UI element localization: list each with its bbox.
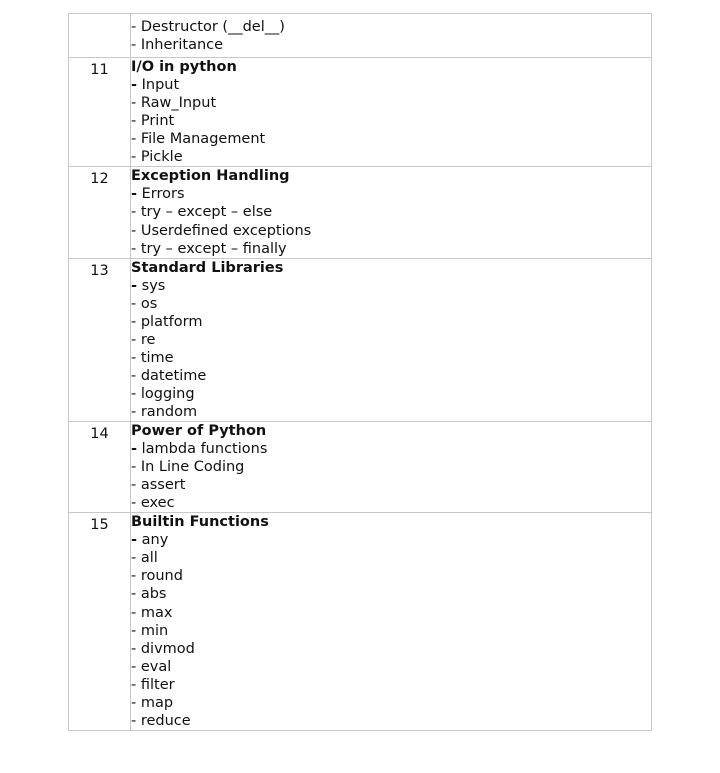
list-item <box>131 130 651 148</box>
list-item-text: Input <box>137 77 180 94</box>
list-item <box>131 36 651 54</box>
list-item <box>131 240 651 258</box>
list-item-dash: - <box>131 622 137 639</box>
list-item <box>131 676 651 694</box>
list-item <box>131 203 651 221</box>
list-item <box>131 331 651 349</box>
module-content-cell <box>131 167 652 258</box>
list-item-dash: - <box>131 349 137 366</box>
list-item-dash: - <box>131 331 137 348</box>
module-title: I/O in python <box>131 59 237 76</box>
list-item-dash: - <box>131 186 138 203</box>
list-item-text: lambda functions <box>137 441 268 458</box>
list-item <box>131 585 651 603</box>
list-item-text: logging <box>136 385 195 402</box>
list-item <box>131 640 651 658</box>
list-item-dash: - <box>131 459 137 476</box>
list-item <box>131 604 651 622</box>
list-item <box>131 712 651 730</box>
list-item-text: Inheritance <box>136 37 224 54</box>
list-item-text: round <box>136 568 183 585</box>
list-item-dash: - <box>131 149 137 166</box>
list-item-dash: - <box>131 403 137 420</box>
list-item-dash: - <box>131 676 137 693</box>
list-item <box>131 385 651 403</box>
module-number: 14 <box>90 426 109 443</box>
list-item-text: Raw_Input <box>136 95 217 112</box>
module-title: Standard Libraries <box>131 259 284 276</box>
list-item-text: re <box>136 331 156 348</box>
module-number-cell <box>69 258 131 421</box>
list-item <box>131 567 651 585</box>
list-item-dash: - <box>131 658 137 675</box>
list-item-text: min <box>136 622 169 639</box>
module-number-cell <box>69 422 131 513</box>
list-item <box>131 148 651 166</box>
list-item-text: sys <box>137 277 166 294</box>
list-item-dash: - <box>131 712 137 729</box>
list-item <box>131 658 651 676</box>
syllabus-table <box>68 13 652 731</box>
list-item-dash: - <box>131 640 137 657</box>
list-item <box>131 222 651 240</box>
list-item-dash: - <box>131 477 137 494</box>
list-item-dash: - <box>131 19 137 35</box>
list-item-text: map <box>136 694 174 711</box>
module-title: Exception Handling <box>131 168 290 185</box>
list-item-dash: - <box>131 568 137 585</box>
module-number <box>69 14 130 17</box>
list-item <box>131 112 651 130</box>
list-item-text: any <box>137 532 169 549</box>
list-item-dash: - <box>131 113 137 130</box>
module-content-cell <box>131 258 652 421</box>
table-row <box>69 14 652 58</box>
module-number: 15 <box>90 517 109 534</box>
table-row <box>69 58 652 167</box>
list-item-text: divmod <box>136 640 195 657</box>
list-item-text: random <box>136 403 198 420</box>
list-item <box>131 622 651 640</box>
list-item-dash: - <box>131 367 137 384</box>
list-item-dash: - <box>131 277 138 294</box>
list-item <box>131 295 651 313</box>
list-item <box>131 185 651 203</box>
list-item-dash: - <box>131 95 137 112</box>
list-item-text: Userdefined exceptions <box>136 222 312 239</box>
table-row <box>69 258 652 421</box>
module-number-cell <box>69 14 131 58</box>
list-item <box>131 531 651 549</box>
list-item-text: Destructor (__del__) <box>136 19 285 35</box>
list-item-dash: - <box>131 313 137 330</box>
list-item-dash: - <box>131 441 138 458</box>
list-item <box>131 94 651 112</box>
list-item <box>131 18 651 36</box>
list-item <box>131 549 651 567</box>
module-number: 13 <box>90 262 109 279</box>
list-item-dash: - <box>131 586 137 603</box>
list-item <box>131 458 651 476</box>
list-item-text: os <box>136 295 158 312</box>
module-content-cell <box>131 422 652 513</box>
list-item-text: reduce <box>136 712 191 729</box>
module-title: Builtin Functions <box>131 514 269 531</box>
list-item-text: In Line Coding <box>136 459 245 476</box>
list-item-dash: - <box>131 550 137 567</box>
list-item-dash: - <box>131 222 137 239</box>
module-number: 11 <box>90 62 109 79</box>
list-item-text: exec <box>136 495 175 512</box>
list-item-text: Print <box>136 113 175 130</box>
list-item-text: all <box>136 550 158 567</box>
list-item-text: max <box>136 604 173 621</box>
list-item-text: try – except – else <box>136 204 273 221</box>
list-item-dash: - <box>131 385 137 402</box>
list-item <box>131 403 651 421</box>
module-number-cell <box>69 167 131 258</box>
list-item-text: assert <box>136 477 186 494</box>
syllabus-table-body <box>69 14 652 731</box>
table-row <box>69 513 652 731</box>
list-item-text: datetime <box>136 367 207 384</box>
list-item-text: Pickle <box>136 149 183 166</box>
module-number: 12 <box>90 171 109 188</box>
list-item-dash: - <box>131 240 137 257</box>
module-content-cell <box>131 14 652 58</box>
list-item-text: File Management <box>136 131 266 148</box>
list-item <box>131 367 651 385</box>
list-item-text: abs <box>136 586 167 603</box>
list-item-dash: - <box>131 37 137 54</box>
module-number-cell <box>69 513 131 731</box>
list-item-dash: - <box>131 495 137 512</box>
list-item-dash: - <box>131 77 138 94</box>
list-item-text: platform <box>136 313 203 330</box>
list-item <box>131 694 651 712</box>
list-item <box>131 277 651 295</box>
list-item <box>131 494 651 512</box>
module-content-cell <box>131 58 652 167</box>
list-item-text: time <box>136 349 174 366</box>
list-item-dash: - <box>131 204 137 221</box>
list-item-text: try – except – finally <box>136 240 287 257</box>
module-title: Power of Python <box>131 423 267 440</box>
table-row <box>69 422 652 513</box>
list-item-text: Errors <box>137 186 185 203</box>
list-item <box>131 313 651 331</box>
list-item-dash: - <box>131 604 137 621</box>
module-content-cell <box>131 513 652 731</box>
list-item-dash: - <box>131 532 138 549</box>
list-item-text: eval <box>136 658 172 675</box>
list-item-text: filter <box>136 676 175 693</box>
list-item <box>131 476 651 494</box>
list-item-dash: - <box>131 295 137 312</box>
list-item <box>131 76 651 94</box>
list-item-dash: - <box>131 131 137 148</box>
list-item <box>131 349 651 367</box>
table-row <box>69 167 652 258</box>
module-number-cell <box>69 58 131 167</box>
list-item-dash: - <box>131 694 137 711</box>
list-item <box>131 440 651 458</box>
